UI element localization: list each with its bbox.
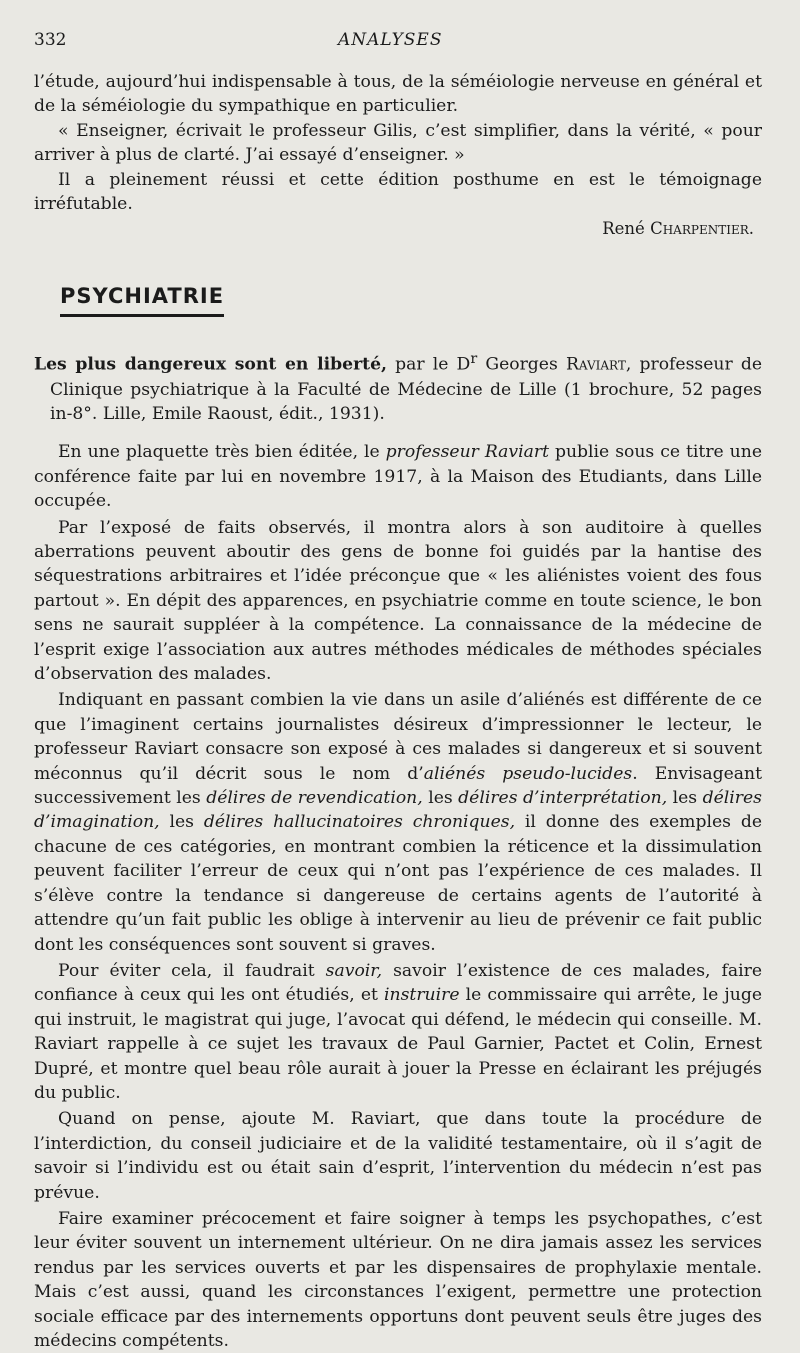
- intro-paragraph: Il a pleinement réussi et cette édition posthume en est le témoignage irréfutable.: [34, 169, 762, 215]
- book-title: Les plus dangereux sont en liberté,: [34, 355, 387, 376]
- review-paragraph-3: [34, 688, 762, 956]
- text-run: En une plaquette très bien éditée, le: [58, 442, 386, 463]
- text-emphasis: délires d’interprétation,: [458, 788, 668, 809]
- text-emphasis: délires d’imagination,: [34, 788, 762, 833]
- book-reference: [34, 347, 762, 426]
- review-body: [34, 440, 762, 1353]
- review-paragraph-5: Quand on pense, ajoute M. Raviart, que dans toute la procédure de l’interdiction, du conseil judiciaire et de la validité testamentaire, où il s’agit de savoir si l’individu est ou était sain d’esprit, l’intervention du médecin n’est pas prévue.: [34, 1109, 762, 1203]
- intro-paragraph: l’étude, aujourd’hui indispensable à tous, de la séméiologie nerveuse en général et de la séméiologie du sympathique en particulier.: [34, 72, 762, 117]
- running-title: ANALYSES: [337, 30, 443, 50]
- review-paragraph-1: [34, 440, 762, 513]
- intro-paragraph: « Enseigner, écrivait le professeur Gilis, c’est simplifier, dans la vérité, « pour arriver à plus de clarté. J’ai essayé d’enseigner. »: [34, 120, 762, 166]
- text-run: les: [159, 812, 204, 833]
- author-last-name: Raviart: [565, 355, 626, 376]
- intro-block: [34, 70, 762, 242]
- text-run: le commissaire qui arrête, le juge qui instruit, le magistrat qui juge, l’avocat qui défend, le médecin qui conseille. M. Raviart rappelle à ce sujet les travaux de Paul Garnier, Pactet et Colin, Ernest Dupré, et montre quel beau rôle aurait à jouer la Presse en éclairant les préjugés du public.: [34, 985, 762, 1103]
- review-paragraph-4: [34, 959, 762, 1105]
- signature: [34, 216, 762, 242]
- review-paragraph-6: Faire examiner précocement et faire soigner à temps les psychopathes, c’est leur éviter souvent un internement ultérieur. On ne dira jamais assez les services rendus par les services ouverts et par les dispensaires de prophylaxie mentale. Mais c’est aussi, quand les circonstances l’exigent, permettre une protection sociale efficace par des internements opportuns dont peuvent seuls être juges des médecins compétents.: [34, 1208, 762, 1352]
- text-emphasis: délires hallucinatoires chroniques,: [203, 812, 516, 833]
- page-number: 332: [34, 30, 67, 50]
- section-title: PSYCHIATRIE: [60, 284, 224, 317]
- reference-by: par le D: [395, 355, 471, 376]
- signature-first-name: René: [602, 219, 645, 239]
- text-run: les: [667, 788, 703, 809]
- text-run: savoir l’existence de ces malades, faire confiance à ceux qui les ont étudiés, et: [34, 960, 762, 1006]
- text-emphasis: aliénés pseudo-lucides: [423, 763, 633, 784]
- reference-by-sup: r: [470, 351, 478, 368]
- review-paragraph-2: Par l’exposé de faits observés, il montra alors à son auditoire à quelles aberrations peuvent aboutir des gens de bonne foi guidés par la hantise des séquestrations arbitraires et l’idée préconçue que « les aliénistes voient des fous partout ». En dépit des apparences, en psychiatrie comme en toute science, le bon sens ne saurait suppléer à la compétence. La connaissance de la médecine de l’esprit exige l’association aux autres méthodes médicales de méthodes spéciales d’observation des malades.: [34, 517, 762, 685]
- text-run: publie sous ce titre une conférence faite par lui en novembre 1917, à la Maison des Etudiants, dans Lille occupée.: [34, 442, 762, 512]
- page-header: [34, 30, 762, 70]
- text-run: Indiquant en passant combien la vie dans un asile d’aliénés est différente de ce que l’imaginent certains journalistes désireux d’impressionner le lecteur, le professeur Raviart consacre son exposé à ces malades si dangereux et si souvent méconnus qu’il décrit sous le nom d’: [34, 690, 762, 784]
- text-run: Pour éviter cela, il faudrait: [58, 960, 326, 981]
- text-emphasis: délires de revendication,: [206, 788, 423, 809]
- text-run: il donne des exemples de chacune de ces catégories, en montrant combien la réticence et la dissimulation peuvent faciliter l’erreur de ceux qui n’ont pas l’expérience de ces malades. Il s’élève contre la tendance si dangereuse de certains agents de l’autorité à attendre qu’un fait public les oblige à intervenir au lieu de prévenir ce fait public dont les conséquences sont souvent si graves.: [34, 812, 763, 955]
- text-emphasis: professeur Raviart: [385, 442, 549, 463]
- text-run: les: [422, 788, 459, 809]
- text-run: . Envisageant successivement les: [34, 763, 763, 809]
- signature-last-name: Charpentier.: [650, 219, 754, 239]
- text-emphasis: savoir,: [325, 960, 383, 981]
- text-emphasis: instruire: [384, 985, 460, 1006]
- reference-details: , professeur de Clinique psychiatrique à la Faculté de Médecine de Lille (1 brochure, 52 pages in-8°. Lille, Emile Raoust, édit., 1931).: [50, 355, 762, 424]
- author-first-name: Georges: [485, 355, 558, 376]
